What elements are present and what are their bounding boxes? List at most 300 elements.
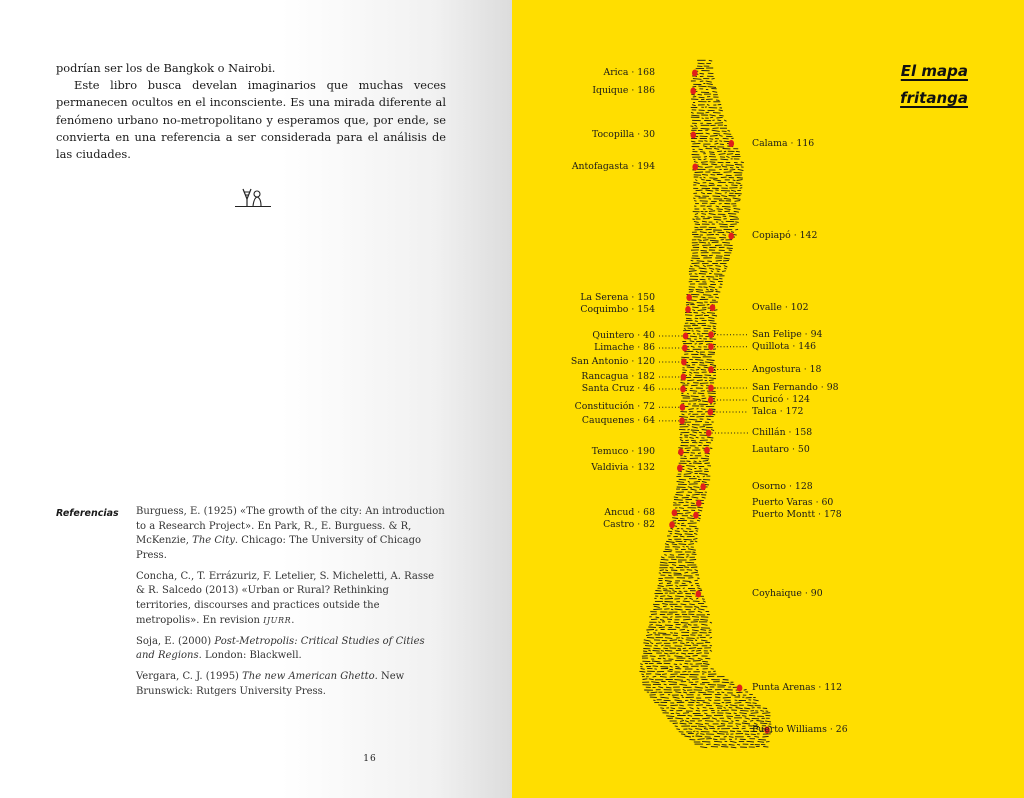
- map-hatch-stroke: [694, 580, 698, 581]
- map-hatch-stroke: [698, 86, 706, 87]
- map-hatch-stroke: [708, 726, 714, 727]
- map-hatch-stroke: [733, 180, 736, 181]
- map-hatch-stroke: [713, 328, 716, 329]
- map-hatch-stroke: [689, 287, 695, 288]
- map-hatch-stroke: [675, 606, 682, 607]
- city-label: [752, 497, 833, 508]
- map-hatch-stroke: [678, 640, 683, 641]
- map-hatch-stroke: [689, 598, 692, 599]
- city-label: [752, 230, 817, 241]
- city-name: San Fernando: [752, 382, 818, 393]
- map-hatch-stroke: [672, 518, 678, 519]
- map-hatch-stroke: [706, 716, 712, 717]
- map-hatch-stroke: [676, 729, 680, 730]
- map-hatch-stroke: [692, 432, 697, 433]
- map-hatch-stroke: [682, 370, 687, 371]
- map-hatch-stroke: [730, 741, 737, 742]
- map-hatch-stroke: [670, 640, 677, 641]
- map-hatch-stroke: [695, 528, 699, 529]
- map-hatch-stroke: [698, 401, 701, 402]
- map-hatch-stroke: [677, 481, 685, 482]
- city-label: [495, 446, 655, 457]
- map-hatch-stroke: [704, 159, 707, 160]
- map-hatch-stroke: [736, 708, 743, 709]
- map-hatch-stroke: [645, 646, 652, 647]
- map-hatch-stroke: [701, 606, 708, 607]
- map-hatch-stroke: [670, 705, 678, 706]
- map-hatch-stroke: [658, 687, 663, 688]
- map-hatch-stroke: [702, 245, 711, 246]
- map-hatch-stroke: [721, 196, 727, 197]
- map-hatch-stroke: [673, 697, 680, 698]
- map-hatch-stroke: [651, 619, 657, 620]
- map-hatch-stroke: [722, 721, 729, 722]
- map-hatch-stroke: [695, 214, 698, 215]
- city-separator: ·: [812, 497, 822, 509]
- map-hatch-stroke: [762, 713, 770, 714]
- city-dot: [708, 385, 714, 392]
- map-hatch-stroke: [736, 151, 740, 152]
- city-name: La Serena: [580, 291, 629, 303]
- map-hatch-stroke: [664, 555, 667, 556]
- city-count: 72: [643, 401, 655, 413]
- map-hatch-stroke: [722, 682, 729, 683]
- map-hatch-stroke: [686, 318, 692, 319]
- city-name: Calama: [752, 137, 788, 149]
- city-count: 124: [792, 394, 810, 405]
- city-separator: ·: [801, 588, 811, 599]
- city-label: [495, 342, 655, 353]
- city-label: [495, 401, 655, 412]
- map-hatch-stroke: [762, 736, 768, 737]
- city-label: [495, 415, 655, 426]
- map-hatch-stroke: [723, 235, 727, 236]
- map-hatch-stroke: [700, 271, 707, 272]
- map-hatch-stroke: [688, 414, 690, 415]
- map-hatch-stroke: [676, 713, 680, 714]
- map-hatch-stroke: [675, 700, 682, 701]
- map-hatch-stroke: [689, 271, 697, 272]
- map-hatch-stroke: [664, 684, 667, 685]
- map-hatch-stroke: [712, 315, 717, 316]
- map-hatch-stroke: [681, 357, 689, 358]
- map-hatch-stroke: [703, 287, 707, 288]
- city-marker: [708, 397, 748, 404]
- map-hatch-stroke: [684, 351, 693, 352]
- map-hatch-stroke: [700, 136, 708, 137]
- map-hatch-stroke: [693, 656, 698, 657]
- map-hatch-stroke: [702, 672, 707, 673]
- map-hatch-stroke: [726, 702, 732, 703]
- reference-text: . London: Blackwell.: [198, 650, 302, 662]
- map-hatch-stroke: [731, 721, 733, 722]
- map-hatch-stroke: [685, 534, 693, 535]
- map-hatch-stroke: [731, 190, 736, 191]
- city-name: Iquique: [592, 85, 629, 96]
- map-hatch-stroke: [673, 591, 677, 592]
- city-separator: ·: [815, 682, 825, 693]
- city-dot: [691, 132, 697, 139]
- city-name: San Antonio: [570, 356, 629, 367]
- map-hatch-stroke: [711, 271, 713, 272]
- map-hatch-stroke: [724, 737, 727, 738]
- city-name: Tocopilla: [591, 129, 635, 140]
- city-label: [495, 330, 655, 341]
- map-hatch-stroke: [682, 671, 686, 672]
- map-hatch-stroke: [747, 741, 755, 742]
- map-hatch-stroke: [709, 380, 714, 381]
- city-marker: [672, 509, 678, 516]
- map-hatch-stroke: [681, 653, 686, 654]
- map-hatch-stroke: [699, 242, 706, 243]
- city-count: 154: [637, 303, 655, 315]
- city-separator: ·: [776, 406, 786, 417]
- city-count: 132: [637, 462, 655, 473]
- map-hatch-stroke: [756, 721, 764, 722]
- map-hatch-stroke: [688, 523, 697, 524]
- map-hatch-stroke: [715, 266, 721, 267]
- map-hatch-stroke: [695, 216, 699, 217]
- map-hatch-stroke: [710, 154, 715, 155]
- map-hatch-stroke: [727, 718, 731, 719]
- city-dot: [682, 345, 688, 352]
- map-hatch-stroke: [698, 453, 701, 454]
- map-hatch-stroke: [691, 396, 699, 397]
- city-dot: [710, 304, 716, 311]
- map-hatch-stroke: [690, 336, 697, 337]
- map-hatch-stroke: [710, 117, 713, 118]
- map-hatch-stroke: [719, 224, 728, 225]
- map-hatch-stroke: [673, 503, 676, 504]
- map-hatch-stroke: [680, 440, 683, 441]
- city-label: [752, 382, 839, 393]
- map-hatch-stroke: [696, 290, 703, 291]
- map-hatch-stroke: [709, 287, 715, 288]
- map-hatch-stroke: [702, 312, 706, 313]
- map-hatch-stroke: [706, 190, 714, 191]
- city-marker: [692, 70, 698, 77]
- map-hatch-stroke: [681, 523, 684, 524]
- map-hatch-stroke: [667, 596, 672, 597]
- map-hatch-stroke: [699, 338, 702, 339]
- map-hatch-stroke: [681, 604, 687, 605]
- map-hatch-stroke: [715, 289, 717, 290]
- map-hatch-stroke: [690, 370, 694, 371]
- city-count: 172: [785, 406, 804, 417]
- map-hatch-stroke: [687, 429, 689, 430]
- map-hatch-stroke: [696, 291, 704, 292]
- map-hatch-stroke: [658, 622, 660, 623]
- map-hatch-stroke: [692, 105, 696, 106]
- map-hatch-stroke: [730, 224, 737, 225]
- city-count: 186: [637, 85, 655, 96]
- map-hatch-stroke: [689, 401, 697, 402]
- map-hatch-stroke: [723, 697, 731, 698]
- map-hatch-stroke: [687, 679, 690, 680]
- city-count: 168: [637, 67, 655, 78]
- map-hatch-stroke: [719, 141, 722, 142]
- city-marker: [659, 374, 686, 381]
- map-hatch-stroke: [670, 617, 672, 618]
- map-hatch-stroke: [680, 629, 685, 630]
- map-hatch-stroke: [736, 167, 739, 168]
- city-label: [752, 138, 814, 149]
- map-hatch-stroke: [763, 747, 768, 748]
- city-marker: [686, 294, 692, 301]
- map-hatch-stroke: [710, 115, 716, 116]
- map-hatch-stroke: [686, 302, 694, 303]
- city-separator: ·: [628, 291, 638, 303]
- city-marker: [706, 430, 748, 437]
- city-separator: ·: [628, 446, 638, 457]
- map-hatch-stroke: [652, 661, 660, 662]
- map-hatch-stroke: [687, 518, 694, 519]
- city-name: Puerto Varas: [752, 497, 813, 509]
- map-hatch-stroke: [672, 544, 677, 545]
- map-hatch-stroke: [698, 692, 706, 693]
- map-hatch-stroke: [668, 531, 672, 532]
- map-hatch-stroke: [674, 622, 679, 623]
- map-hatch-stroke: [697, 367, 700, 368]
- map-hatch-stroke: [695, 180, 697, 181]
- city-count: 26: [835, 724, 848, 735]
- map-hatch-stroke: [697, 261, 705, 262]
- city-marker: [693, 512, 699, 519]
- city-label: [495, 129, 655, 140]
- map-hatch-stroke: [706, 744, 710, 745]
- city-separator: ·: [634, 129, 644, 140]
- map-hatch-stroke: [679, 585, 687, 586]
- body-text: [56, 60, 446, 163]
- map-hatch-stroke: [708, 87, 716, 88]
- map-hatch-stroke: [683, 588, 685, 589]
- map-hatch-stroke: [702, 482, 707, 483]
- map-hatch-stroke: [693, 731, 695, 732]
- map-hatch-stroke: [724, 245, 733, 246]
- map-hatch-stroke: [711, 430, 714, 431]
- city-dot: [704, 447, 710, 454]
- map-hatch-stroke: [724, 151, 726, 152]
- map-hatch-stroke: [688, 549, 696, 550]
- city-count: 18: [809, 363, 822, 375]
- map-hatch-stroke: [709, 214, 716, 215]
- map-hatch-stroke: [733, 198, 741, 199]
- map-hatch-stroke: [676, 492, 684, 493]
- map-hatch-stroke: [704, 141, 707, 142]
- map-hatch-stroke: [731, 185, 737, 186]
- page-number: 16: [363, 754, 377, 764]
- map-hatch-stroke: [695, 274, 698, 275]
- map-hatch-stroke: [691, 572, 698, 573]
- map-hatch-stroke: [694, 533, 697, 534]
- city-separator: ·: [634, 401, 644, 413]
- map-hatch-stroke: [710, 203, 716, 204]
- map-hatch-stroke: [681, 623, 688, 624]
- map-hatch-stroke: [710, 364, 716, 365]
- map-hatch-stroke: [716, 100, 719, 101]
- map-hatch-stroke: [671, 708, 675, 709]
- map-hatch-stroke: [747, 705, 753, 706]
- map-hatch-stroke: [650, 643, 653, 644]
- map-hatch-stroke: [680, 723, 687, 724]
- map-hatch-stroke: [702, 118, 704, 119]
- city-separator: ·: [628, 161, 638, 172]
- map-hatch-stroke: [701, 250, 707, 251]
- map-hatch-stroke: [663, 591, 671, 592]
- map-hatch-stroke: [719, 135, 722, 136]
- reference-text: .: [291, 614, 295, 626]
- map-hatch-stroke: [758, 741, 765, 742]
- reference-text: Burguess, E. (1925) «The growth of the city: An introduction to a Research Project». En Park, R., E. Burguess. & R, McKenzie,: [136, 506, 445, 547]
- map-hatch-stroke: [670, 666, 673, 667]
- map-hatch-stroke: [704, 713, 707, 714]
- city-separator: ·: [628, 462, 638, 473]
- map-hatch-stroke: [723, 138, 729, 139]
- map-hatch-stroke: [675, 609, 683, 610]
- map-hatch-stroke: [691, 112, 694, 113]
- map-hatch-stroke: [708, 700, 711, 701]
- map-hatch-stroke: [702, 599, 705, 600]
- city-dot: [679, 417, 685, 424]
- city-count: 194: [637, 161, 655, 172]
- map-hatch-stroke: [707, 419, 711, 420]
- map-hatch-stroke: [724, 211, 730, 212]
- map-hatch-stroke: [705, 456, 709, 457]
- map-hatch-stroke: [701, 624, 707, 625]
- map-hatch-stroke: [698, 658, 703, 659]
- map-hatch-stroke: [722, 242, 730, 243]
- map-hatch-stroke: [679, 416, 688, 417]
- map-hatch-stroke: [680, 721, 684, 722]
- map-hatch-stroke: [740, 710, 748, 711]
- map-hatch-stroke: [706, 133, 710, 134]
- map-hatch-stroke: [720, 284, 723, 285]
- map-hatch-stroke: [706, 289, 709, 290]
- map-hatch-stroke: [710, 323, 717, 324]
- map-hatch-stroke: [682, 583, 686, 584]
- map-hatch-stroke: [695, 125, 698, 126]
- map-hatch-stroke: [694, 461, 697, 462]
- map-hatch-stroke: [698, 240, 702, 241]
- map-hatch-stroke: [734, 208, 741, 209]
- map-hatch-stroke: [719, 110, 723, 111]
- map-hatch-stroke: [700, 354, 706, 355]
- map-hatch-stroke: [695, 640, 697, 641]
- city-label: [752, 682, 842, 693]
- map-hatch-stroke: [691, 141, 695, 142]
- city-separator: ·: [789, 444, 798, 456]
- map-hatch-stroke: [730, 731, 735, 732]
- map-hatch-stroke: [687, 394, 689, 395]
- map-hatch-stroke: [690, 541, 693, 542]
- map-hatch-stroke: [691, 346, 695, 347]
- map-hatch-stroke: [708, 320, 714, 321]
- map-hatch-stroke: [704, 729, 708, 730]
- city-count: 116: [796, 137, 815, 149]
- map-hatch-stroke: [735, 229, 738, 230]
- map-hatch-stroke: [681, 383, 686, 384]
- city-label: [495, 383, 655, 394]
- references-list: [136, 505, 446, 706]
- map-hatch-stroke: [654, 606, 660, 607]
- city-label: [752, 427, 812, 438]
- map-hatch-stroke: [691, 263, 699, 264]
- city-marker: [729, 140, 735, 147]
- map-hatch-stroke: [694, 266, 699, 267]
- map-hatch-stroke: [715, 193, 722, 194]
- city-name: Temuco: [591, 446, 629, 457]
- map-hatch-stroke: [713, 326, 716, 327]
- map-hatch-stroke: [658, 586, 664, 587]
- map-hatch-stroke: [641, 674, 644, 675]
- map-hatch-stroke: [655, 674, 661, 675]
- map-hatch-stroke: [669, 588, 674, 589]
- map-hatch-stroke: [665, 581, 672, 582]
- map-hatch-stroke: [701, 385, 704, 386]
- map-hatch-stroke: [677, 523, 680, 524]
- city-count: 142: [799, 230, 818, 241]
- city-marker: [677, 465, 683, 472]
- map-hatch-stroke: [692, 143, 700, 144]
- map-hatch-stroke: [688, 487, 692, 488]
- map-hatch-stroke: [692, 679, 699, 680]
- map-hatch-stroke: [726, 185, 728, 186]
- city-label: [495, 519, 655, 530]
- city-label: [752, 394, 810, 405]
- map-hatch-stroke: [661, 559, 669, 560]
- city-marker: [696, 500, 702, 507]
- map-hatch-stroke: [673, 521, 677, 522]
- map-hatch-stroke: [649, 624, 653, 625]
- map-hatch-stroke: [724, 268, 726, 269]
- map-hatch-stroke: [710, 162, 716, 163]
- map-title-line-1: El mapa: [900, 62, 968, 80]
- map-hatch-stroke: [653, 648, 660, 649]
- reference-item: [136, 505, 446, 563]
- map-hatch-stroke: [690, 635, 695, 636]
- city-separator: ·: [801, 328, 811, 340]
- map-hatch-stroke: [717, 685, 726, 686]
- map-hatch-stroke: [704, 156, 707, 157]
- map-hatch-stroke: [675, 692, 681, 693]
- city-count: 30: [643, 129, 655, 140]
- map-hatch-stroke: [731, 232, 734, 233]
- map-hatch-stroke: [729, 745, 735, 746]
- map-hatch-stroke: [713, 739, 717, 740]
- map-hatch-stroke: [695, 172, 704, 173]
- map-hatch-stroke: [701, 255, 707, 256]
- map-hatch-stroke: [679, 479, 686, 480]
- map-hatch-stroke: [695, 570, 698, 571]
- city-count: 60: [821, 497, 834, 509]
- city-separator: ·: [634, 383, 644, 394]
- map-hatch-stroke: [699, 97, 705, 98]
- map-hatch-stroke: [646, 630, 654, 631]
- city-count: 64: [643, 414, 655, 426]
- map-hatch-stroke: [749, 715, 755, 716]
- map-hatch-stroke: [707, 312, 715, 313]
- reference-text: Soja, E. (2000): [136, 635, 215, 647]
- map-hatch-stroke: [708, 684, 716, 685]
- map-hatch-stroke: [675, 531, 680, 532]
- map-hatch-stroke: [675, 533, 682, 534]
- map-hatch-stroke: [655, 591, 661, 592]
- map-hatch-stroke: [695, 687, 703, 688]
- city-separator: ·: [628, 85, 638, 96]
- map-hatch-stroke: [682, 372, 686, 373]
- map-hatch-stroke: [685, 315, 692, 316]
- map-hatch-stroke: [737, 178, 743, 179]
